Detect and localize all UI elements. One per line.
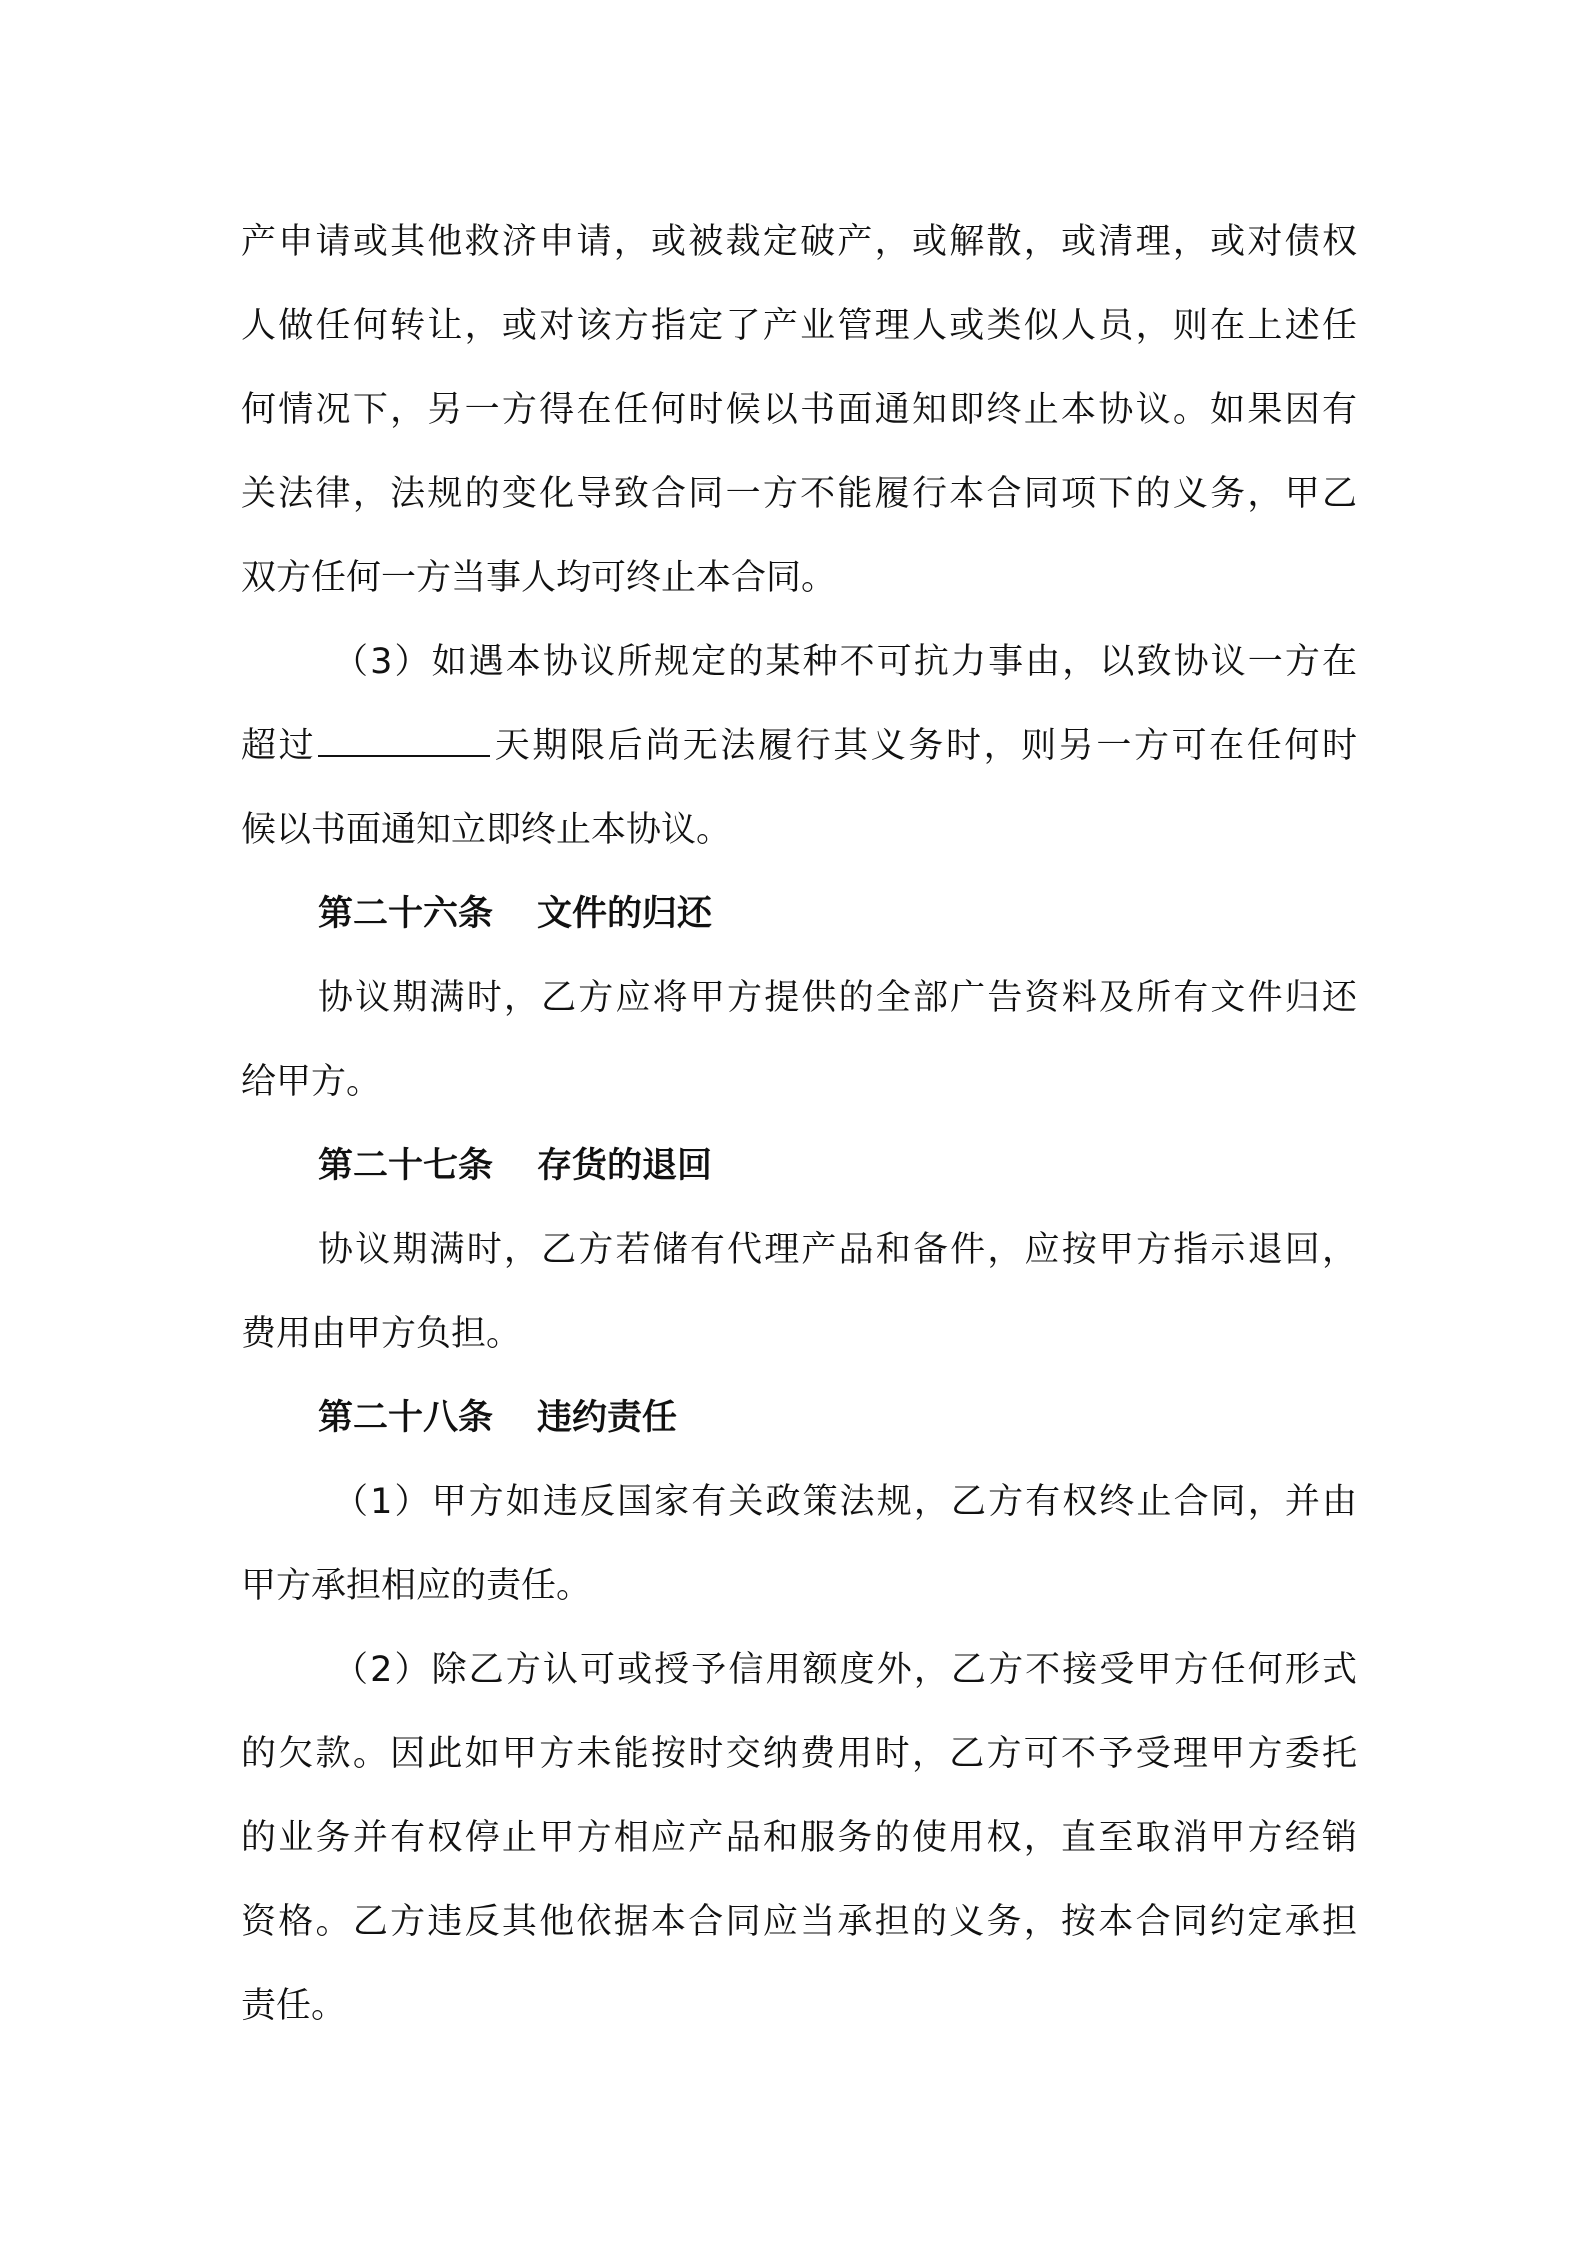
fill-in-blank-days (318, 721, 490, 757)
article-number: 第二十七条 (318, 1146, 494, 1186)
article-title: 违约责任 (537, 1398, 678, 1438)
clause-3-force-majeure (241, 620, 1357, 872)
document-body (241, 200, 1357, 2048)
text-line: （1）甲方如违反国家有关政策法规，乙方有权终止合同，并由 (333, 1482, 1357, 1522)
text-line: 费用由甲方负担。 (241, 1314, 522, 1354)
article-number: 第二十八条 (318, 1398, 494, 1438)
article-heading (241, 872, 1357, 956)
text-line: （3）如遇本协议所规定的某种不可抗力事由，以致协议一方在 (333, 642, 1357, 682)
text-line: 资格。乙方违反其他依据本合同应当承担的义务，按本合同约定承担 (241, 1902, 1357, 1942)
text-line: 双方任何一方当事人均可终止本合同。 (241, 558, 837, 598)
article-26 (241, 872, 1357, 1124)
text-line-with-blank (241, 704, 1357, 788)
text-line: 的业务并有权停止甲方相应产品和服务的使用权，直至取消甲方经销 (241, 1818, 1357, 1858)
text-line: 协议期满时，乙方若储有代理产品和备件，应按甲方指示退回， (318, 1230, 1357, 1270)
text-line: 的欠款。因此如甲方未能按时交纳费用时，乙方可不予受理甲方委托 (241, 1734, 1357, 1774)
text-line: 协议期满时，乙方应将甲方提供的全部广告资料及所有文件归还 (318, 978, 1357, 1018)
text-segment: 天期限后尚无法履行其义务时，则另一方可在任何时 (492, 726, 1357, 766)
text-line: 人做任何转让，或对该方指定了产业管理人或类似人员，则在上述任 (241, 306, 1357, 346)
text-line: （2）除乙方认可或授予信用额度外，乙方不接受甲方任何形式 (333, 1650, 1357, 1690)
text-segment: 超过 (241, 726, 317, 766)
text-line: 甲方承担相应的责任。 (241, 1566, 592, 1606)
article-title: 存货的退回 (537, 1146, 713, 1186)
article-27 (241, 1124, 1357, 1376)
paragraph-termination-continued (241, 200, 1357, 620)
text-line: 给甲方。 (241, 1062, 382, 1102)
text-line: 产申请或其他救济申请，或被裁定破产，或解散，或清理，或对债权 (241, 222, 1357, 262)
article-heading (241, 1376, 1357, 1460)
article-number: 第二十六条 (318, 894, 494, 934)
article-28 (241, 1376, 1357, 2048)
article-title: 文件的归还 (537, 894, 713, 934)
text-line: 何情况下，另一方得在任何时候以书面通知即终止本协议。如果因有 (241, 390, 1357, 430)
text-line: 责任。 (241, 1986, 347, 2026)
text-line: 关法律，法规的变化导致合同一方不能履行本合同项下的义务，甲乙 (241, 474, 1357, 514)
text-line: 候以书面通知立即终止本协议。 (241, 810, 732, 850)
article-heading (241, 1124, 1357, 1208)
